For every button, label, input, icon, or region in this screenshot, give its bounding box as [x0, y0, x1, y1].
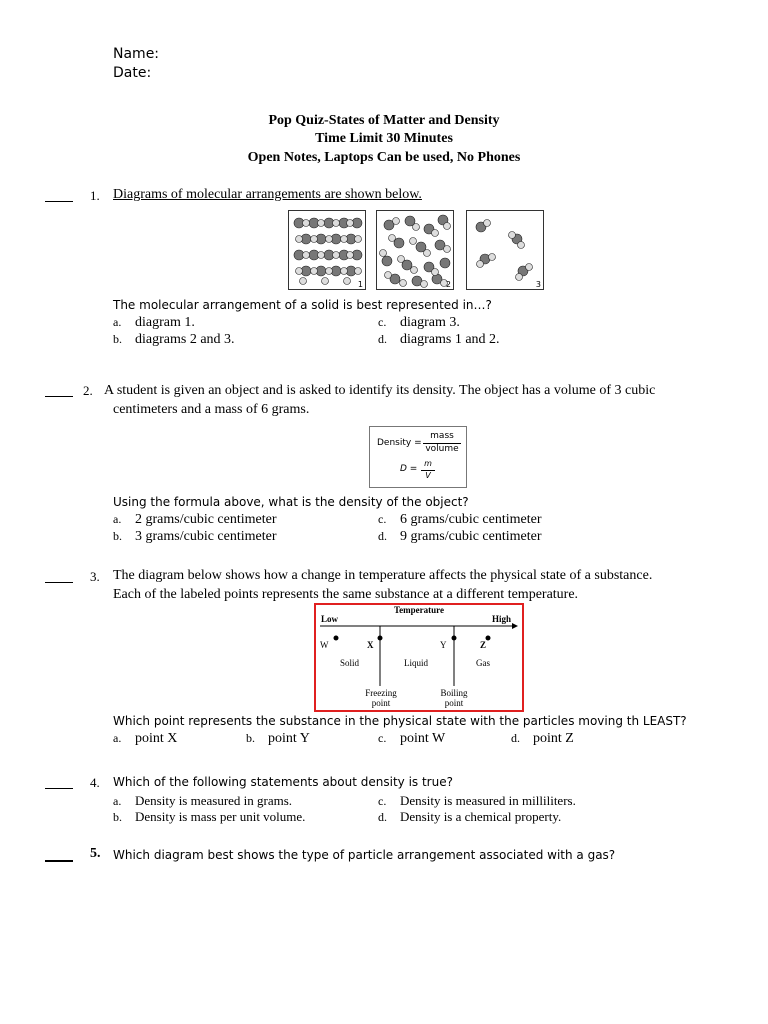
freezing-point-label: Freezing point: [365, 688, 397, 708]
quiz-title: Pop Quiz-States of Matter and Density: [268, 113, 500, 128]
q2-option-c[interactable]: [378, 512, 542, 528]
option-text: point Y: [268, 731, 310, 746]
q3-text-line1: The diagram below shows how a change in temperature affects the physical state of a substance.: [113, 568, 653, 583]
point-y-marker: [452, 636, 457, 641]
option-letter: d.: [511, 731, 520, 745]
option-text: 9 grams/cubic centimeter: [400, 529, 542, 544]
liquid-arrangement-graphic: [377, 211, 453, 289]
q2-option-b[interactable]: [113, 529, 277, 545]
option-text: diagrams 1 and 2.: [400, 332, 500, 347]
option-text: Density is measured in milliliters.: [400, 793, 576, 808]
option-text: diagram 3.: [400, 315, 460, 330]
solid-arrangement-graphic: [289, 211, 365, 289]
option-text: Density is mass per unit volume.: [135, 809, 306, 824]
option-text: 3 grams/cubic centimeter: [135, 529, 277, 544]
point-x-marker: [378, 636, 383, 641]
option-letter: a.: [113, 512, 122, 526]
option-text: 6 grams/cubic centimeter: [400, 512, 542, 527]
formula-denominator-short: V: [425, 471, 431, 480]
temperature-high: High: [492, 614, 512, 624]
q1-text: Diagrams of molecular arrangements are shown below.: [113, 187, 422, 202]
quiz-time-limit: Time Limit 30 Minutes: [315, 131, 453, 146]
gas-arrangement-graphic: [467, 211, 543, 289]
option-letter: b.: [113, 332, 122, 346]
option-text: diagram 1.: [135, 315, 195, 330]
formula-lhs: Density =: [377, 438, 422, 448]
molecular-diagram-2: [376, 210, 454, 290]
option-letter: c.: [378, 794, 387, 808]
answer-blank-1[interactable]: [45, 201, 73, 202]
density-formula-box: [369, 426, 467, 488]
q3-prompt: Which point represents the substance in the physical state with the particles moving th LEAST?: [113, 714, 687, 728]
date-label: Date:: [113, 65, 152, 81]
state-liquid-label: Liquid: [404, 658, 428, 668]
boiling-point-label: Boiling point: [440, 688, 468, 708]
temperature-diagram: [314, 603, 524, 712]
answer-blank-3[interactable]: [45, 582, 73, 583]
point-z-label: Z: [480, 640, 487, 650]
q3-option-c[interactable]: [378, 731, 445, 747]
answer-blank-4[interactable]: [45, 788, 73, 789]
option-letter: b.: [113, 810, 122, 824]
point-z-marker: [486, 636, 491, 641]
q3-option-b[interactable]: [246, 731, 310, 747]
option-letter: c.: [378, 731, 387, 745]
point-y-label: Y: [440, 640, 447, 650]
q2-number: 2.: [83, 383, 93, 398]
q4-option-c[interactable]: [378, 793, 576, 809]
option-letter: d.: [378, 529, 387, 543]
molecular-diagram-1: [288, 210, 366, 290]
option-text: point W: [400, 731, 446, 746]
q4-option-d[interactable]: [378, 809, 561, 825]
diagram-2-label: 2: [445, 280, 451, 289]
q1-option-a[interactable]: [113, 315, 195, 331]
option-letter: b.: [113, 529, 122, 543]
q3-text-line2: Each of the labeled points represents the same substance at a different temperature.: [113, 587, 579, 602]
q2-option-d[interactable]: [378, 529, 542, 545]
option-letter: a.: [113, 731, 122, 745]
q1-option-b[interactable]: [113, 332, 235, 348]
answer-blank-2[interactable]: [45, 396, 73, 397]
q2-text-line2: centimeters and a mass of 6 grams.: [113, 402, 310, 417]
temperature-low: Low: [321, 614, 339, 624]
q2-text-line1: A student is given an object and is asked to identify its density. The object has a volume of 3 cubic: [104, 383, 656, 398]
option-letter: b.: [246, 731, 255, 745]
name-label: Name:: [113, 46, 160, 62]
q3-option-a[interactable]: [113, 731, 177, 747]
formula-lhs-short: D =: [400, 464, 418, 474]
option-text: Density is a chemical property.: [400, 809, 562, 824]
state-solid-label: Solid: [340, 658, 360, 668]
q4-option-a[interactable]: [113, 793, 292, 809]
q1-option-d[interactable]: [378, 332, 500, 348]
quiz-rules: Open Notes, Laptops Can be used, No Phones: [247, 150, 521, 165]
q3-option-d[interactable]: [511, 731, 574, 747]
q5-number: 5.: [90, 846, 101, 861]
q2-option-a[interactable]: [113, 512, 277, 528]
q5-text: Which diagram best shows the type of particle arrangement associated with a gas?: [113, 848, 616, 862]
q1-number: 1.: [90, 188, 100, 203]
diagram-1-label: 1: [357, 280, 363, 289]
q4-number: 4.: [90, 775, 100, 790]
option-text: diagrams 2 and 3.: [135, 332, 235, 347]
point-w-label: W: [320, 640, 329, 650]
option-letter: c.: [378, 512, 387, 526]
diagram-3-label: 3: [535, 280, 541, 289]
option-text: point X: [135, 731, 178, 746]
point-x-label: X: [367, 640, 374, 650]
option-letter: c.: [378, 315, 387, 329]
q2-prompt: Using the formula above, what is the density of the object?: [113, 495, 469, 509]
option-letter: a.: [113, 315, 122, 329]
point-w-marker: [334, 636, 339, 641]
temperature-title: Temperature: [394, 605, 444, 615]
answer-blank-5[interactable]: [45, 860, 73, 862]
q3-number: 3.: [90, 569, 100, 584]
option-letter: d.: [378, 810, 387, 824]
option-text: Density is measured in grams.: [135, 793, 293, 808]
formula-denominator: volume: [425, 444, 459, 454]
q4-option-b[interactable]: [113, 809, 305, 825]
option-text: point Z: [533, 731, 574, 746]
option-letter: a.: [113, 794, 122, 808]
state-gas-label: Gas: [476, 658, 490, 668]
q1-prompt: The molecular arrangement of a solid is best represented in…?: [113, 298, 492, 312]
q4-text: Which of the following statements about density is true?: [113, 775, 453, 789]
molecular-diagram-3: [466, 210, 544, 290]
formula-numerator-short: m: [424, 459, 432, 468]
formula-numerator: mass: [430, 431, 454, 441]
option-text: 2 grams/cubic centimeter: [135, 512, 277, 527]
q1-option-c[interactable]: [378, 315, 460, 331]
option-letter: d.: [378, 332, 387, 346]
